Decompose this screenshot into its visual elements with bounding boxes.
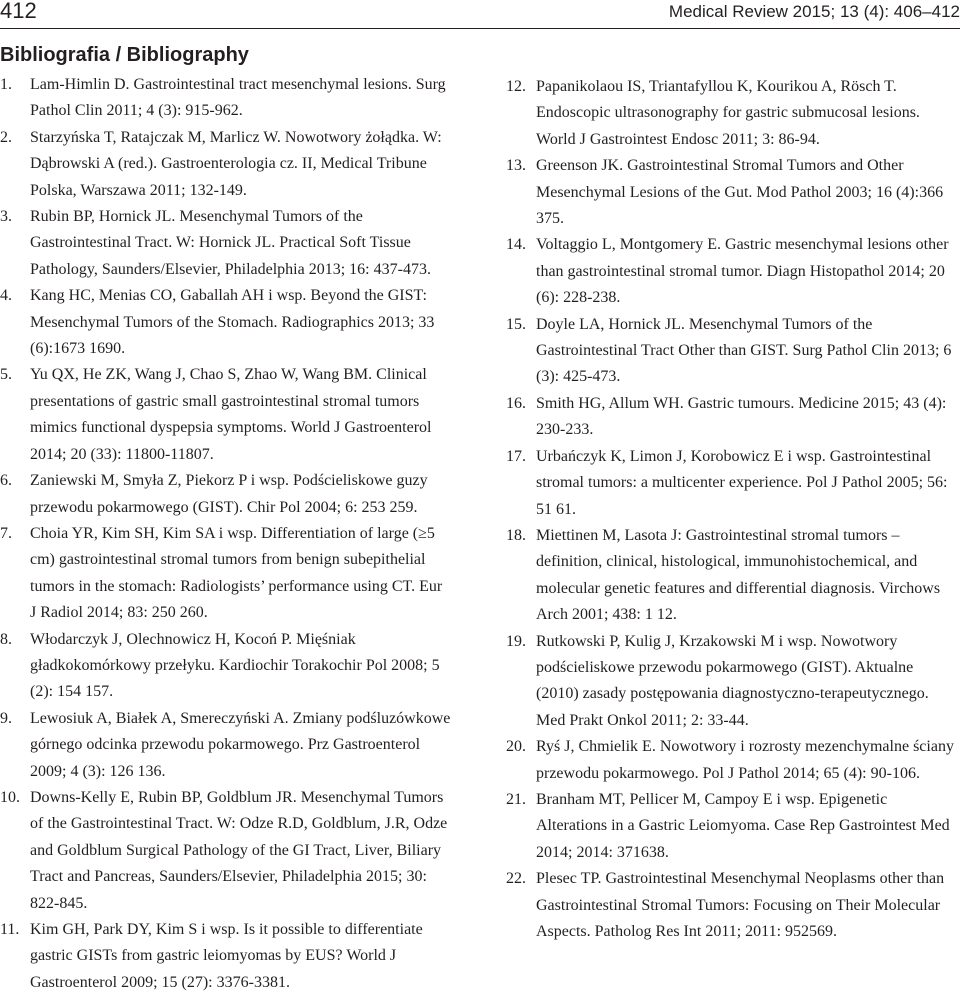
reference-text: Plesec TP. Gastrointestinal Mesenchymal Neoplasms other than Gastrointestinal Stromal Tumors: Focusing on Their Molecular Aspects. Patholog Res Int 2011; 2011: 952569.	[536, 870, 945, 940]
reference-text: Smith HG, Allum WH. Gastric tumours. Medicine 2015; 43 (4): 230-233.	[536, 394, 947, 439]
reference-number: 11.	[0, 921, 20, 938]
reference-number: 22.	[506, 870, 526, 888]
reference-number: 18.	[506, 526, 526, 544]
reference-item	[506, 74, 958, 153]
reference-number: 5.	[0, 366, 12, 384]
reference-number: 7.	[0, 524, 12, 542]
reference-item	[506, 312, 958, 391]
reference-item	[506, 787, 958, 866]
page-header	[0, 0, 960, 30]
reference-item	[506, 232, 958, 311]
reference-item	[0, 706, 452, 785]
reference-item	[506, 523, 958, 629]
reference-list-left	[0, 72, 452, 996]
reference-item	[0, 785, 452, 917]
reference-text: Kim GH, Park DY, Kim S i wsp. Is it possible to differentiate gastric GISTs from gastric leiomyomas by EUS? World J Gastroenterol 2009; 15 (27): 3376-3381.	[30, 921, 423, 991]
reference-number: 13.	[506, 157, 526, 175]
reference-number: 8.	[0, 630, 12, 648]
reference-item	[0, 362, 452, 468]
header-rule	[0, 28, 960, 29]
reference-text: Ryś J, Chmielik E. Nowotwory i rozrosty mezenchymalne ściany przewodu pokarmowego. Pol J Pathol 2014; 65 (4): 90-106.	[536, 738, 954, 782]
reference-text: Lewosiuk A, Białek A, Smereczyński A. Zmiany podśluzówkowe górnego odcinka przewodu pokarmowego. Prz Gastroenterol 2009; 4 (3): 126 136.	[30, 709, 451, 780]
reference-number: 19.	[506, 632, 526, 650]
reference-text: Doyle LA, Hornick JL. Mesenchymal Tumors of the Gastrointestinal Tract Other than GIST. Surg Pathol Clin 2013; 6 (3): 425-473.	[536, 315, 952, 386]
reference-item	[0, 72, 452, 125]
reference-text: Branham MT, Pellicer M, Campoy E i wsp. Epigenetic Alterations in a Gastric Leiomyoma. Case Rep Gastrointest Med 2014; 2014: 371638.	[536, 790, 950, 861]
page-number: 412	[0, 0, 37, 23]
reference-item	[0, 917, 452, 996]
reference-item	[0, 468, 452, 521]
reference-item	[506, 629, 958, 735]
reference-number: 21.	[506, 790, 526, 808]
reference-text: Papanikolaou IS, Triantafyllou K, Kourikou A, Rösch T. Endoscopic ultrasonography for gastric submucosal lesions. World J Gastrointest Endosc 2011; 3: 86-94.	[536, 78, 920, 148]
reference-item	[0, 204, 452, 283]
reference-number: 10.	[0, 788, 20, 806]
reference-item	[506, 866, 958, 945]
reference-number: 4.	[0, 287, 12, 305]
reference-number: 15.	[506, 315, 526, 333]
reference-number: 3.	[0, 208, 12, 226]
reference-number: 16.	[506, 394, 526, 412]
reference-list-right	[506, 74, 958, 945]
reference-text: Zaniewski M, Smyła Z, Piekorz P i wsp. Podścieliskowe guzy przewodu pokarmowego (GIST). Chir Pol 2004; 6: 253 259.	[30, 472, 428, 516]
reference-number: 6.	[0, 472, 12, 490]
reference-text: Miettinen M, Lasota J: Gastrointestinal stromal tumors – definition, clinical, histological, immunohistochemical, and molecular genetic features and differential diagnosis. Virchows Arch 2001; 438: 1 12.	[536, 526, 941, 624]
reference-item	[0, 125, 452, 204]
reference-number: 20.	[506, 738, 526, 756]
reference-number: 14.	[506, 236, 526, 254]
reference-text: Choia YR, Kim SH, Kim SA i wsp. Differentiation of large (≥5 cm) gastrointestinal stromal tumors from benign subepithelial tumors in the stomach: Radiologists’ performance using CT. Eur J Radiol 2014; 83: 250 260.	[30, 524, 443, 622]
journal-citation: Medical Review 2015; 13 (4): 406–412	[668, 2, 960, 21]
reference-text: Włodarczyk J, Olechnowicz H, Kocoń P. Mięśniak gładkokomórkowy przełyku. Kardiochir Torakochir Pol 2008; 5 (2): 154 157.	[30, 630, 440, 701]
reference-item	[0, 283, 452, 362]
reference-text: Downs-Kelly E, Rubin BP, Goldblum JR. Mesenchymal Tumors of the Gastrointestinal Tract. W: Odze R.D, Goldblum, J.R, Odze and Goldblum Surgical Pathology of the GI Tract, Liver, Biliary Tract and Pancreas, Saunders/Elsevier, Philadelphia 2015; 30: 822-845.	[30, 788, 448, 912]
reference-text: Lam-Himlin D. Gastrointestinal tract mesenchymal lesions. Surg Pathol Clin 2011; 4 (3): 915-962.	[30, 76, 446, 120]
reference-number: 1.	[0, 76, 12, 93]
reference-text: Rubin BP, Hornick JL. Mesenchymal Tumors of the Gastrointestinal Tract. W: Hornick JL. Practical Soft Tissue Pathology, Saunders/Elsevier, Philadelphia 2013; 16: 437-473.	[30, 208, 431, 278]
reference-number: 17.	[506, 447, 526, 465]
reference-text: Voltaggio L, Montgomery E. Gastric mesenchymal lesions other than gastrointestinal stromal tumor. Diagn Histopathol 2014; 20 (6): 228-238.	[536, 236, 949, 307]
reference-text: Yu QX, He ZK, Wang J, Chao S, Zhao W, Wang BM. Clinical presentations of gastric small gastrointestinal stromal tumors mimics functional dyspepsia symptoms. World J Gastroenterol 2014; 20 (33): 11800-11807.	[30, 366, 432, 463]
reference-item	[0, 521, 452, 627]
reference-number: 12.	[506, 78, 526, 95]
reference-item	[506, 444, 958, 523]
reference-item	[506, 153, 958, 232]
reference-number: 2.	[0, 128, 12, 146]
reference-text: Rutkowski P, Kulig J, Krzakowski M i wsp. Nowotwory podścieliskowe przewodu pokarmowego (GIST). Aktualne (2010) zasady postępowania diagnostyczno-terapeutycznego. Med Prakt Onkol 2011; 2: 33-44.	[536, 632, 929, 729]
section-title: Bibliografia / Bibliography	[0, 44, 249, 66]
reference-item	[506, 734, 958, 787]
reference-item	[0, 627, 452, 706]
reference-number: 9.	[0, 709, 12, 727]
reference-text: Kang HC, Menias CO, Gaballah AH i wsp. Beyond the GIST: Mesenchymal Tumors of the Stomach. Radiographics 2013; 33 (6):1673 1690.	[30, 287, 435, 358]
reference-text: Starzyńska T, Ratajczak M, Marlicz W. Nowotwory żołądka. W: Dąbrowski A (red.). Gastroenterologia cz. II, Medical Tribune Polska, Warszawa 2011; 132-149.	[30, 128, 442, 199]
reference-text: Greenson JK. Gastrointestinal Stromal Tumors and Other Mesenchymal Lesions of the Gut. Mod Pathol 2003; 16 (4):366 375.	[536, 157, 944, 228]
reference-text: Urbańczyk K, Limon J, Korobowicz E i wsp. Gastrointestinal stromal tumors: a multicenter experience. Pol J Pathol 2005; 56: 51 61.	[536, 447, 948, 518]
reference-item	[506, 391, 958, 444]
